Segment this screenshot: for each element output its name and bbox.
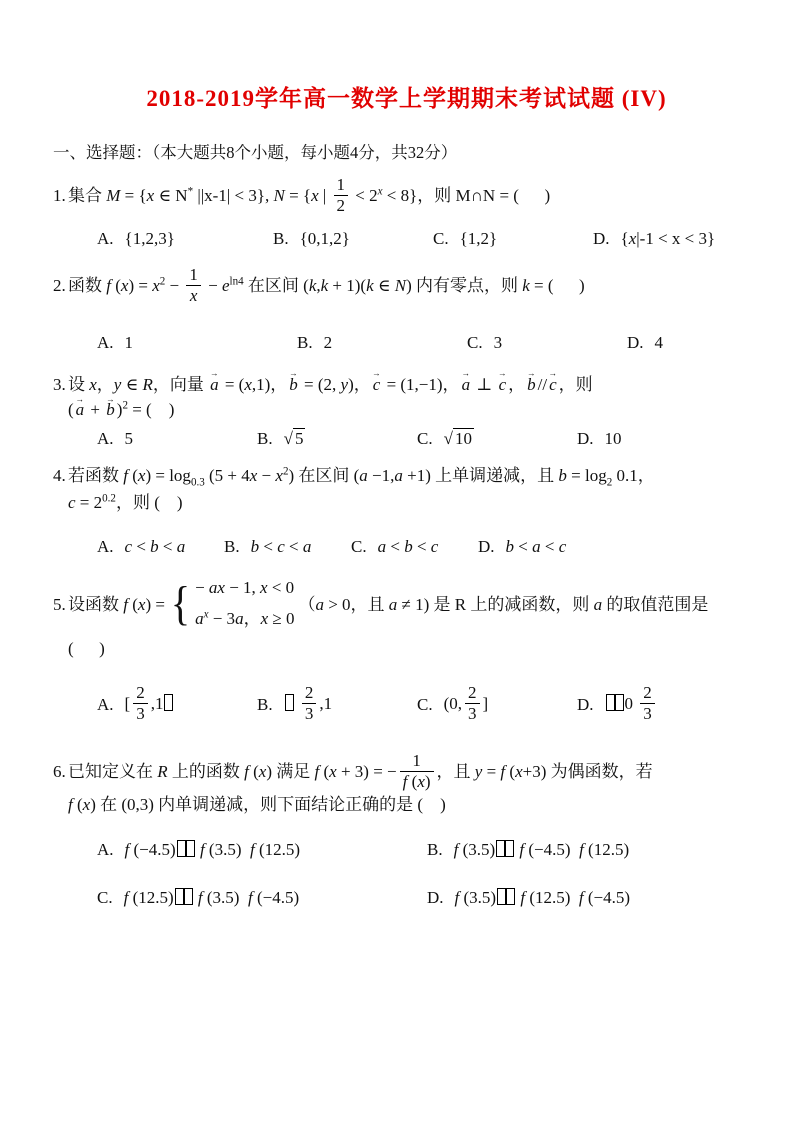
- question-1-stem-text: 集合 M = {x ∈ N* ||x-1| < 3}, N = {x | $\frac{1}{2}$ < $2^x < 8$}，则 M∩N = ( ): [68, 175, 551, 215]
- option-value: 5: [124, 429, 134, 449]
- question-1-option-C: [433, 229, 593, 249]
- section-heading: 一、选择题：（本大题共8个小题，每小题4分，共32分）: [53, 143, 458, 162]
- question-2-number: 2.: [53, 276, 66, 296]
- option-label: A.: [97, 429, 114, 449]
- option-label: D.: [427, 888, 444, 908]
- option-label: C.: [417, 695, 433, 715]
- question-1-option-A: [97, 229, 273, 249]
- question-6-option-C: [97, 888, 427, 908]
- question-2-option-C: [467, 333, 627, 353]
- option-value: f (12.5) f (3.5) f (−4.5): [123, 888, 300, 908]
- option-value: b < c < a: [250, 537, 312, 557]
- option-value: a < b < c: [377, 537, 439, 557]
- option-label: A.: [97, 537, 114, 557]
- question-3-option-B: [257, 429, 417, 449]
- option-label: B.: [273, 229, 289, 249]
- option-value: 0 $\frac{2}{3}$: [605, 685, 658, 725]
- option-label: C.: [467, 333, 483, 353]
- question-6-option-A: [97, 840, 427, 860]
- question-6-option-B: [427, 840, 760, 860]
- option-value: {0,1,2}: [299, 229, 350, 249]
- question-1-stem-line-1: [53, 177, 760, 217]
- question-6-stem-text: f (x) 在 (0,3) 内单调递减，则下面结论正确的是 ( ): [68, 795, 446, 815]
- question-3-stem-text: ( a → + b → )$^2$ = ( ): [68, 400, 174, 419]
- question-4-stem-line-2: [53, 490, 760, 515]
- question-3-number: 3.: [53, 375, 66, 395]
- question-5: [53, 575, 760, 737]
- option-value: f (−4.5) f (3.5) f (12.5): [124, 840, 301, 860]
- option-label: C.: [417, 429, 433, 449]
- question-3-options: [53, 429, 760, 449]
- option-label: D.: [593, 229, 610, 249]
- question-5-option-C: [417, 685, 577, 725]
- question-2-option-A: [97, 333, 297, 353]
- option-label: B.: [257, 429, 273, 449]
- question-1-option-D: [593, 229, 753, 249]
- question-4-option-C: [351, 537, 478, 557]
- question-3-stem-line-1: [53, 373, 760, 398]
- option-value: [ $\frac{2}{3}$ ,1: [125, 685, 175, 725]
- option-value: b < a < c: [505, 537, 567, 557]
- page-title: 2018-2019学年高一数学上学期期末考试试题 (IV): [146, 86, 667, 111]
- question-4-option-B: [224, 537, 351, 557]
- option-label: C.: [97, 888, 113, 908]
- question-3-stem-line-2: [53, 398, 760, 423]
- question-1-number: 1.: [53, 185, 66, 205]
- question-4: [53, 463, 760, 557]
- option-value: (0, $\frac{2}{3}$ ]: [443, 683, 489, 723]
- question-6-number: 6.: [53, 762, 66, 782]
- option-value: 4: [654, 333, 664, 353]
- question-5-options: [53, 673, 760, 737]
- option-value: {1,2}: [459, 229, 498, 249]
- option-label: C.: [351, 537, 367, 557]
- option-value: 2: [323, 333, 333, 353]
- question-4-stem-text: $c = 2^{0.2}$，则 ( ): [68, 492, 183, 512]
- option-value: √ 5: [283, 429, 304, 449]
- question-6-stem-text: 已知定义在 R 上的函数 f (x) 满足 f (x + 3) = − $\frac{1}{f (x)}$ ，且 y = f (x+3) 为偶函数，若: [68, 751, 653, 791]
- option-value: 1: [124, 333, 134, 353]
- question-6-option-D: [427, 888, 760, 908]
- option-value: $\frac{2}{3}$ ,1: [284, 685, 333, 725]
- option-value: {1,2,3}: [124, 229, 175, 249]
- option-value: f (3.5) f (12.5) f (−4.5): [454, 888, 631, 908]
- option-value: f (3.5) f (−4.5) f (12.5): [453, 840, 630, 860]
- option-value: 3: [493, 333, 503, 353]
- question-1: [53, 177, 760, 249]
- question-5-option-A: [97, 685, 257, 725]
- question-4-stem-text: 若函数 f $(x) = \log_{0.3} (5 + 4x - x^2)$ 在区间 (a −1,a +1) 上单调递减，且 $b = \log_2 0.1$，: [68, 465, 655, 489]
- option-label: D.: [577, 695, 594, 715]
- option-label: A.: [97, 229, 114, 249]
- question-4-option-D: [478, 537, 605, 557]
- option-label: D.: [577, 429, 594, 449]
- question-6: [53, 753, 760, 908]
- question-3-option-D: [577, 429, 737, 449]
- question-2-option-B: [297, 333, 467, 353]
- question-3: [53, 373, 760, 449]
- question-5-stem-line-1: [53, 575, 760, 636]
- question-5-stem-text: ( ): [68, 638, 105, 658]
- option-value: c < b < a: [124, 537, 186, 557]
- question-6-options: [53, 840, 760, 908]
- option-label: B.: [427, 840, 443, 860]
- question-2-stem-text: 函数 f $(x) = x^2$ − $\frac{1}{x}$ − $e^{ln4}$ 在区间 (k,k + 1)(k ∈ N) 内有零点，则 k = ( ): [68, 265, 585, 305]
- option-label: B.: [257, 695, 273, 715]
- option-value: √ 10: [443, 429, 472, 449]
- question-5-stem-line-2: [53, 637, 760, 662]
- question-3-stem-text: 设 x，y ∈ R，向量 a → = (x,1)， b → = (2, y)， c → = (1,−1)， a → ⊥ c → ， b → // c → ，则: [68, 375, 593, 394]
- question-4-number: 4.: [53, 465, 66, 485]
- question-5-stem-text: 设函数 f (x) = { − ax − 1, x < 0 $a^x - 3a$，x ≥ 0 （a > 0，且 a ≠ 1) 是 R 上的减函数，则 a 的取值范围是: [68, 577, 709, 630]
- question-1-options: [53, 229, 760, 249]
- question-4-options: [53, 537, 760, 557]
- question-2-options: [53, 333, 760, 353]
- question-6-stem-line-1: [53, 753, 760, 793]
- question-4-option-A: [97, 537, 224, 557]
- question-2-stem-line-1: [53, 267, 760, 307]
- option-label: C.: [433, 229, 449, 249]
- questions: [53, 177, 760, 908]
- question-5-option-B: [257, 685, 417, 725]
- option-value: {x|-1 < x < 3}: [620, 229, 716, 249]
- question-3-option-A: [97, 429, 257, 449]
- option-label: D.: [627, 333, 644, 353]
- option-value: 10: [604, 429, 622, 449]
- question-5-option-D: [577, 685, 737, 725]
- question-5-number: 5.: [53, 594, 66, 614]
- question-1-option-B: [273, 229, 433, 249]
- option-label: D.: [478, 537, 495, 557]
- question-6-stem-line-2: [53, 793, 760, 818]
- option-label: A.: [97, 333, 114, 353]
- question-4-stem-line-1: [53, 463, 760, 490]
- question-3-option-C: [417, 429, 577, 449]
- option-label: B.: [297, 333, 313, 353]
- option-label: B.: [224, 537, 240, 557]
- question-2: [53, 267, 760, 353]
- option-label: A.: [97, 840, 114, 860]
- option-label: A.: [97, 695, 114, 715]
- question-2-option-D: [627, 333, 787, 353]
